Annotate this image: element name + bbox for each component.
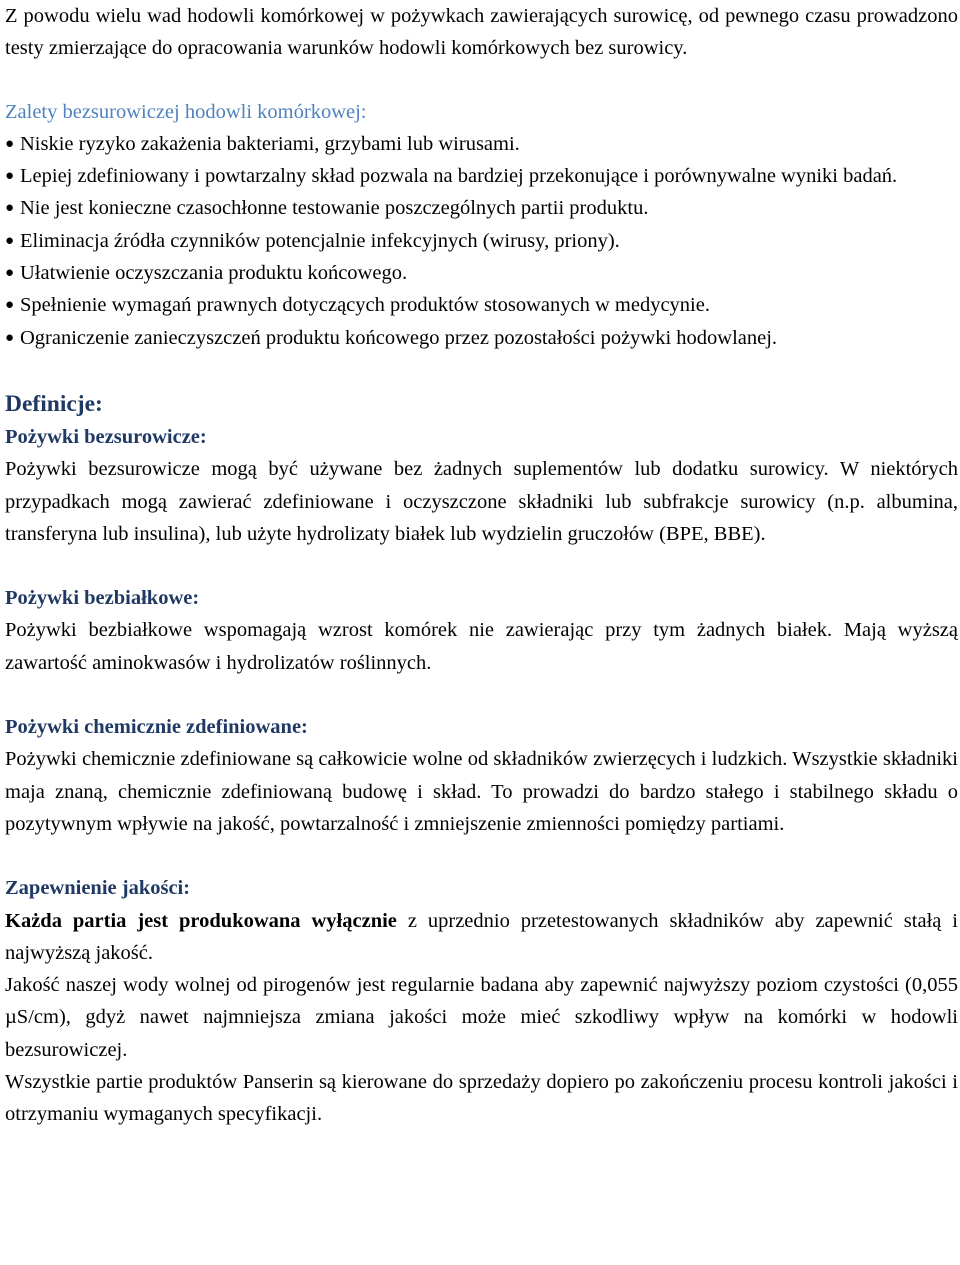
chemically-defined-text: Pożywki chemicznie zdefiniowane są całkowicie wolne od składników zwierzęcych i ludzkich. Wszystkie składniki maja znaną, chemicznie zdefiniowaną budowę i skład. To prowadzi do bardzo stałego i stabilnego składu o pozytywnym wpływie na jakość, powtarzalność i zmniejszenie zmienności pomiędzy partiami. [5, 748, 958, 835]
list-item-text: Eliminacja źródła czynników potencjalnie infekcyjnych (wirusy, priony). [20, 229, 620, 252]
quality-emphasis: Każda partia jest produkowana wyłącznie [5, 909, 397, 932]
chemically-defined-heading: Pożywki chemicznie zdefiniowane: [5, 716, 308, 739]
serum-free-text: Pożywki bezsurowicze mogą być używane bez żadnych suplementów lub dodatku surowicy. W niektórych przypadkach mogą zawierać zdefiniowane i oczyszczone składniki lub subfrakcje surowicy (n.p. albumina, transferyna lub insulina), lub użyte hydrolizaty białek lub wydzielin gruczołów (BPE, BBE). [5, 458, 958, 545]
bullet-icon: ● [5, 168, 15, 185]
quality-paragraph-1 [5, 905, 958, 970]
bullet-icon: ● [5, 329, 15, 346]
intro-paragraph: Z powodu wielu wad hodowli komórkowej w pożywkach zawierających surowicę, od pewnego czasu prowadzono testy zmierzające do opracowania warunków hodowli komórkowych bez surowicy. [5, 5, 958, 60]
list-item-text: Ograniczenie zanieczyszczeń produktu końcowego przez pozostałości pożywki hodowlanej. [20, 326, 778, 349]
quality-paragraph-3: Wszystkie partie produktów Panserin są kierowane do sprzedaży dopiero po zakończeniu procesu kontroli jakości i otrzymaniu wymaganych specyfikacji. [5, 1071, 958, 1126]
list-item [5, 289, 958, 321]
list-item-text: Spełnienie wymagań prawnych dotyczących produktów stosowanych w medycynie. [20, 294, 710, 317]
protein-free-text: Pożywki bezbiałkowe wspomagają wzrost komórek nie zawierając przy tym żadnych białek. Mają wyższą zawartość aminokwasów i hydrolizatów roślinnych. [5, 619, 958, 674]
advantages-heading: Zalety bezsurowiczej hodowli komórkowej: [5, 100, 367, 123]
bullet-icon: ● [5, 297, 15, 314]
definitions-heading: Definicje: [5, 390, 103, 417]
list-item-text: Nie jest konieczne czasochłonne testowanie poszczególnych partii produktu. [20, 197, 649, 220]
serum-free-heading: Pożywki bezsurowicze: [5, 425, 207, 448]
quality-paragraph-1-rest: z uprzednio przetestowanych składników aby zapewnić stałą i najwyższą jakość. [5, 909, 958, 964]
list-item-text: Lepiej zdefiniowany i powtarzalny skład pozwala na bardziej przekonujące i porównywalne wyniki badań. [20, 165, 898, 188]
quality-paragraph-2: Jakość naszej wody wolnej od pirogenów jest regularnie badana aby zapewnić najwyższy poziom czystości (0,055 µS/cm), gdyż nawet najmniejsza zmiana jakości może mieć szkodliwy wpływ na komórki w hodowli bezsurowiczej. [5, 974, 958, 1061]
bullet-icon: ● [5, 265, 15, 282]
list-item [5, 257, 958, 289]
list-item [5, 225, 958, 257]
list-item [5, 192, 958, 224]
list-item-text: Niskie ryzyko zakażenia bakteriami, grzybami lub wirusami. [20, 132, 520, 155]
bullet-icon: ● [5, 232, 15, 249]
list-item [5, 160, 958, 192]
list-item-text: Ułatwienie oczyszczania produktu końcowego. [20, 262, 408, 285]
protein-free-heading: Pożywki bezbiałkowe: [5, 587, 200, 610]
advantages-list [5, 128, 958, 354]
document-page [5, 0, 958, 1131]
list-item [5, 322, 958, 354]
bullet-icon: ● [5, 135, 15, 152]
bullet-icon: ● [5, 200, 15, 217]
list-item [5, 128, 958, 160]
quality-heading: Zapewnienie jakości: [5, 877, 191, 900]
